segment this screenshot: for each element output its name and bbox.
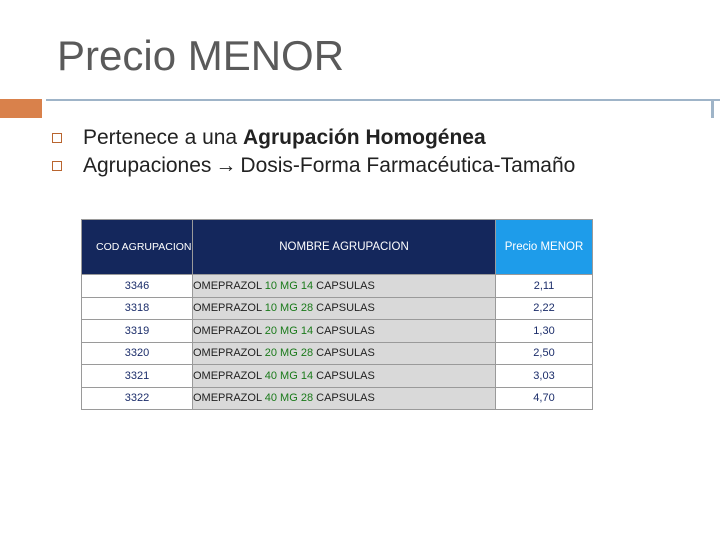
precio-cell: 4,70 [496,387,593,410]
slide-title: Precio MENOR [57,32,345,79]
nombre-dose: 40 [264,392,277,405]
header-precio-menor: Precio MENOR [496,220,593,275]
table-row [82,365,593,388]
square-bullet-icon [52,161,62,171]
table-row [82,297,593,320]
nombre-cell [193,297,496,320]
nombre-prefix: OMEPRAZOL [193,347,262,360]
nombre-prefix: OMEPRAZOL [193,392,262,405]
nombre-count: 28 [300,392,314,405]
title-rule [42,99,720,118]
precio-cell: 1,30 [496,320,593,343]
precio-cell: 2,50 [496,342,593,365]
cod-cell: 3346 [82,275,193,298]
table-row [82,387,593,410]
bullet-text [83,154,575,178]
cod-cell: 3319 [82,320,193,343]
table-row [82,275,593,298]
nombre-cell [193,387,496,410]
accent-block [0,99,42,118]
nombre-prefix: OMEPRAZOL [193,302,262,315]
precio-cell: 2,22 [496,297,593,320]
table-row [82,342,593,365]
nombre-cell [193,275,496,298]
nombre-suffix: CAPSULAS [316,324,375,337]
table-header-row [82,220,593,275]
title-rule-line [46,99,720,101]
cod-cell: 3320 [82,342,193,365]
cod-cell: 3318 [82,297,193,320]
nombre-count: 28 [300,347,314,360]
bullet-item [50,152,575,180]
nombre-count: 14 [300,369,314,382]
header-cod-agrupacion: COD AGRUPACION [82,220,193,275]
nombre-cell [193,320,496,343]
nombre-prefix: OMEPRAZOL [193,324,262,337]
nombre-unit: MG [280,279,298,292]
nombre-suffix: CAPSULAS [316,392,375,405]
title-rule-end [711,99,714,118]
nombre-unit: MG [280,324,298,337]
nombre-dose: 20 [264,347,277,360]
nombre-suffix: CAPSULAS [316,369,375,382]
nombre-suffix: CAPSULAS [316,347,375,360]
nombre-unit: MG [280,347,298,360]
nombre-suffix: CAPSULAS [316,302,375,315]
table-row [82,320,593,343]
bullet-text-bold: Agrupación Homogénea [242,126,486,149]
bullet-item [50,124,575,152]
precio-cell: 3,03 [496,365,593,388]
nombre-unit: MG [280,302,298,315]
nombre-dose: 20 [264,324,277,337]
price-table [81,219,593,410]
nombre-suffix: CAPSULAS [316,279,375,292]
precio-cell: 2,11 [496,275,593,298]
nombre-dose: 40 [264,369,277,382]
nombre-unit: MG [280,369,298,382]
nombre-dose: 10 [264,279,277,292]
nombre-count: 14 [300,324,314,337]
nombre-prefix: OMEPRAZOL [193,279,262,292]
bullet-text-before: Agrupaciones [83,154,212,177]
nombre-count: 14 [300,279,314,292]
header-nombre-agrupacion: NOMBRE AGRUPACION [193,220,496,275]
bullet-text-after: Dosis-Forma Farmacéutica-Tamaño [240,154,576,177]
square-bullet-icon [52,133,62,143]
bullet-list [50,124,575,180]
cod-cell: 3321 [82,365,193,388]
cod-cell: 3322 [82,387,193,410]
bullet-text-plain: Pertenece a una [83,126,243,149]
nombre-unit: MG [280,392,298,405]
bullet-text [83,126,486,150]
nombre-dose: 10 [264,302,277,315]
nombre-cell [193,365,496,388]
nombre-prefix: OMEPRAZOL [193,369,262,382]
nombre-cell [193,342,496,365]
arrow-right-icon: → [215,154,237,177]
nombre-count: 28 [300,302,314,315]
